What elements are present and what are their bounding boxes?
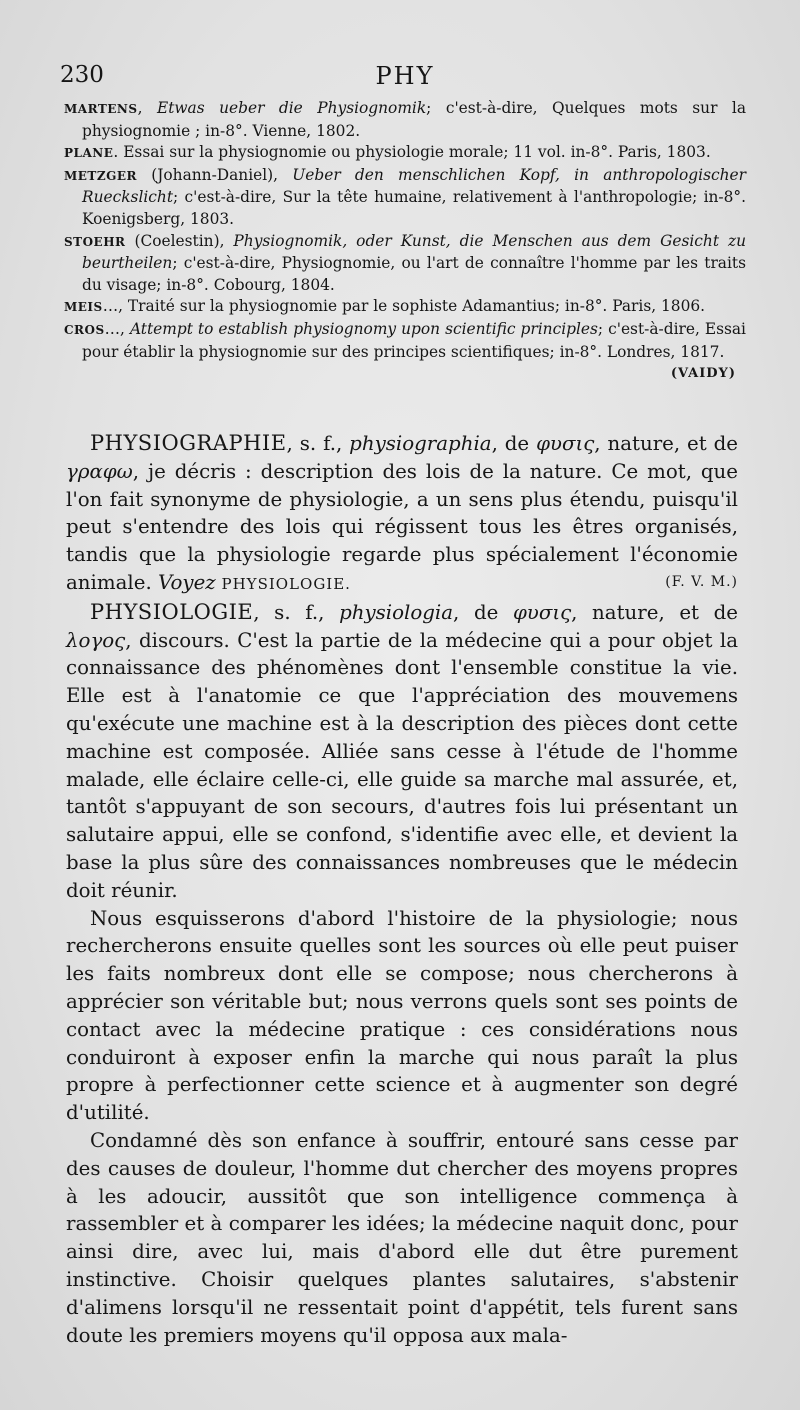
bib-entry: MARTENS, Etwas ueber die Physiognomik; c'est-à-dire, Quelques mots sur la physiognomie ; in-8°. Vienne, 1802. bbox=[64, 99, 746, 140]
entry-physiographie: PHYSIOGRAPHIE, s. f., physiographia, de φυσις, nature, et de γραφω, je décris : description des lois de la nature. Ce mot, que l'on fait synonyme de physiologie, a un sens plus étendu, puisqu'il peut s'entendre des lois qui régissent tous les êtres organisés, tandis que la physiologie regarde plus spécialement l'économie animale. Voyez PHYSIOLOGIE. (F. V. M.) bbox=[66, 430, 738, 599]
entry-physiologie: PHYSIOLOGIE, s. f., physiologia, de φυσις, nature, et de λογος, discours. C'est la partie de la médecine qui a pour objet la connaissance des phénomènes dont l'ensemble constitue la vie. Elle est à l'anatomie ce que l'appréciation des mouvemens qu'exécute une machine est à la description des pièces dont cette machine est composée. Alliée sans cesse à l'étude de l'homme malade, elle éclaire celle-ci, elle guide sa marche mal assurée, et, tantôt s'appuyant de son secours, d'autres fois lui présentant un salutaire appui, elle se confond, s'identifie avec elle, et devient la base la plus sûre des connaissances nombreuses que le médecin doit réunir. bbox=[66, 599, 738, 902]
bibliography bbox=[64, 98, 746, 385]
biblio-signature: (VAIDY) bbox=[670, 366, 736, 382]
entry-author: (F. V. M.) bbox=[665, 573, 738, 590]
bib-entry: STOEHR (Coelestin), Physiognomik, oder Kunst, die Menschen aus dem Gesicht zu beurtheilen; c'est-à-dire, Physiognomie, ou l'art de connaître l'homme par les traits du visage; in-8°. Cobourg, 1804. bbox=[64, 231, 746, 294]
headword: PHYSIOGRAPHIE bbox=[90, 431, 287, 455]
page-number: 230 bbox=[60, 62, 104, 88]
paragraph: Condamné dès son enfance à souffrir, entouré sans cesse par des causes de douleur, l'homme dut chercher des moyens propres à les adoucir, aussitôt que son intelligence commença à rassembler et à comparer les idées; la médecine naquit donc, pour ainsi dire, avec lui, mais d'abord elle dut être purement instinctive. Choisir quelques plantes salutaires, s'abstenir d'alimens lorsqu'il ne ressentait point d'appétit, tels furent sans doute les premiers moyens qu'il opposa aux mala- bbox=[66, 1128, 738, 1347]
page-header bbox=[60, 62, 750, 92]
paragraph: Nous esquisserons d'abord l'histoire de la physiologie; nous rechercherons ensuite quelles sont les sources où elle peut puiser les faits nombreux dont elle se compose; nous chercherons à apprécier son véritable but; nous verrons quels sont ses points de contact avec la médecine pratique : ces considérations nous conduiront à exposer enfin la marche qui nous paraît la plus propre à perfectionner cette science et à augmenter son degré d'utilité. bbox=[66, 906, 738, 1125]
main-text bbox=[66, 430, 738, 1349]
cross-reference: PHYSIOLOGIE. bbox=[215, 574, 351, 593]
bib-entry: MEIS…, Traité sur la physiognomie par le sophiste Adamantius; in-8°. Paris, 1806. bbox=[64, 297, 706, 316]
bib-entry: METZGER (Johann-Daniel), Ueber den menschlichen Kopf, in anthropologischer Rueckslicht; c'est-à-dire, Sur la tête humaine, relativement à l'anthropologie; in-8°. Koenigsberg, 1803. bbox=[64, 165, 746, 228]
headword: PHYSIOLOGIE bbox=[90, 599, 254, 624]
running-head: PHY bbox=[375, 62, 435, 90]
bib-entry: PLANE. Essai sur la physiognomie ou physiologie morale; 11 vol. in-8°. Paris, 1803. bbox=[64, 143, 711, 162]
bib-entry: CROS…, Attempt to establish physiognomy upon scientific principles; c'est-à-dire, Essai pour établir la physiognomie sur des principes scientifiques; in-8°. Londres, 1817. (VAIDY) bbox=[64, 319, 746, 363]
